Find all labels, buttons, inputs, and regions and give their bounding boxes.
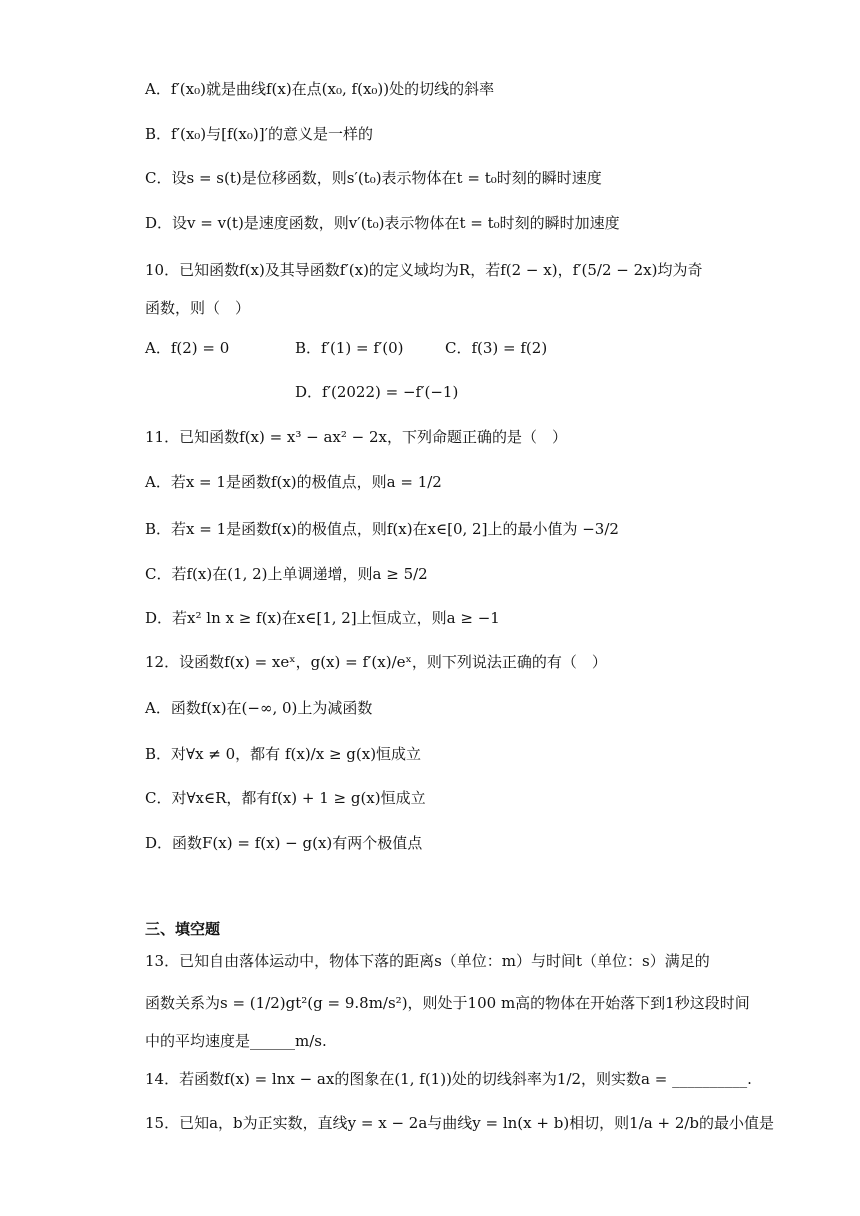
q11-option-c: C．若f(x)在(1, 2)上单调递增，则a ≥ 5/2	[145, 565, 428, 583]
q11-option-a: A．若x = 1是函数f(x)的极值点，则a = 1/2	[145, 473, 442, 491]
q11-option-b: B．若x = 1是函数f(x)的极值点，则f(x)在x∈[0, 2]上的最小值为 −3/2	[145, 520, 619, 538]
q12-option-b: B．对∀x ≠ 0，都有 f(x)/x ≥ g(x)恒成立	[145, 745, 422, 763]
q10-option-a: A．f(2) = 0	[145, 339, 230, 357]
q13-line-3: 中的平均速度是______m/s.	[145, 1032, 327, 1050]
q9-option-c: C．设s = s(t)是位移函数，则s′(t₀)表示物体在t = t₀时刻的瞬时速度	[145, 169, 602, 187]
q9-option-d: D．设v = v(t)是速度函数，则v′(t₀)表示物体在t = t₀时刻的瞬时加速度	[145, 214, 620, 232]
q14-line: 14．若函数f(x) = lnx − ax的图象在(1, f(1))处的切线斜率为1/2，则实数a = __________.	[145, 1070, 752, 1088]
q11-option-d: D．若x² ln x ≥ f(x)在x∈[1, 2]上恒成立，则a ≥ −1	[145, 609, 500, 627]
q13-line-2: 函数关系为s = (1/2)gt²(g = 9.8m/s²)，则处于100 m高的物体在开始落下到1秒这段时间	[145, 994, 750, 1012]
q12-option-a: A．函数f(x)在(−∞, 0)上为减函数	[145, 699, 373, 717]
q10-stem-line-2: 函数，则（ ）	[145, 299, 251, 317]
q15-line: 15．已知a，b为正实数，直线y = x − 2a与曲线y = ln(x + b)相切，则1/a + 2/b的最小值是	[145, 1114, 775, 1132]
q9-option-b: B．f′(x₀)与[f(x₀)]′的意义是一样的	[145, 125, 373, 143]
q10-stem-line-1: 10．已知函数f(x)及其导函数f′(x)的定义域均为R，若f(2 − x)，f′(5/2 − 2x)均为奇	[145, 261, 703, 279]
section-title-fill-in: 三、填空题	[145, 920, 221, 938]
q13-line-1: 13．已知自由落体运动中，物体下落的距离s（单位：m）与时间t（单位：s）满足的	[145, 952, 710, 970]
q9-option-a: A．f′(x₀)就是曲线f(x)在点(x₀, f(x₀))处的切线的斜率	[145, 80, 495, 98]
q10-option-d: D．f′(2022) = −f′(−1)	[295, 383, 459, 401]
q12-option-d: D．函数F(x) = f(x) − g(x)有两个极值点	[145, 834, 423, 852]
q11-stem: 11．已知函数f(x) = x³ − ax² − 2x，下列命题正确的是（ ）	[145, 428, 568, 446]
q12-stem: 12．设函数f(x) = xeˣ，g(x) = f′(x)/eˣ，则下列说法正确的有（ ）	[145, 653, 607, 671]
q10-option-c: C．f(3) = f(2)	[445, 339, 548, 357]
q10-option-b: B．f′(1) = f′(0)	[295, 339, 404, 357]
q12-option-c: C．对∀x∈R，都有f(x) + 1 ≥ g(x)恒成立	[145, 789, 426, 807]
